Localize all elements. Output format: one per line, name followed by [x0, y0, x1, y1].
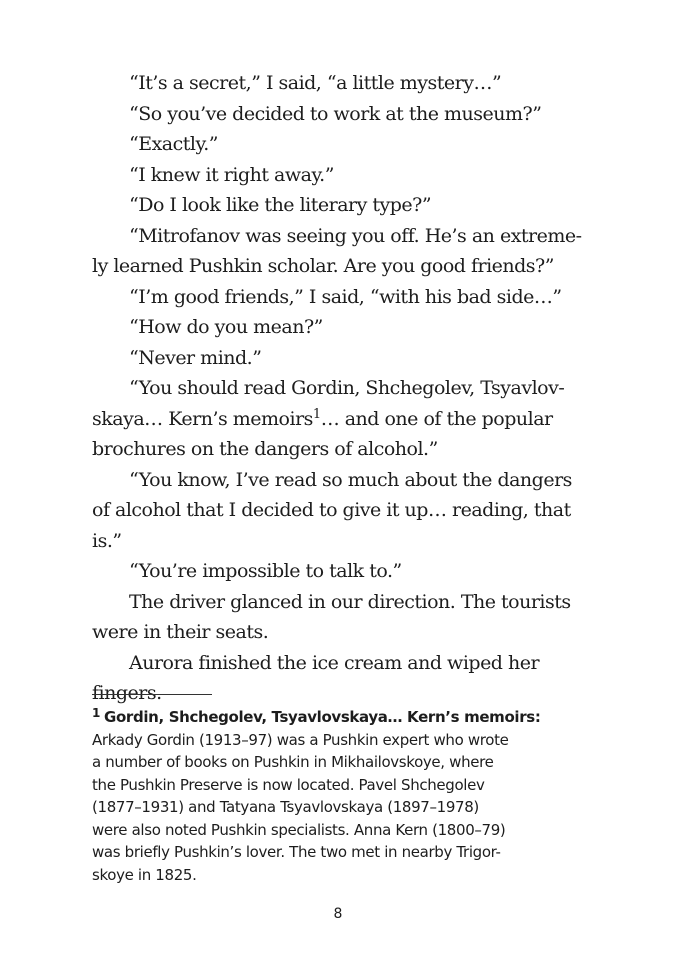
- paragraph-line: were in their seats.: [92, 621, 269, 643]
- footnote-reference[interactable]: 1: [312, 406, 321, 422]
- paragraph: “I knew it right away.”: [129, 163, 334, 186]
- paragraph-line: Aurora finished the ice cream and wiped her: [129, 651, 540, 674]
- paragraph-line: ly learned Pushkin scholar. Are you good friends?”: [92, 255, 554, 277]
- footnote-line: (1877–1931) and Tatyana Tsyavlovskaya (1897–1978): [92, 798, 479, 816]
- footnote-line: Arkady Gordin (1913–97) was a Pushkin expert who wrote: [92, 730, 509, 749]
- footnote-divider: [92, 694, 212, 695]
- paragraph-line: of alcohol that I decided to give it up… reading, that: [92, 499, 571, 521]
- paragraph: “Never mind.”: [129, 346, 262, 369]
- text-segment: … and one of the popular: [320, 407, 553, 430]
- paragraph: “It’s a secret,” I said, “a little mystery…”: [129, 72, 502, 94]
- paragraph-line: brochures on the dangers of alcohol.”: [92, 438, 438, 460]
- paragraph-line: “Mitrofanov was seeing you off. He’s an extreme-: [129, 224, 582, 247]
- page-number: 8: [333, 906, 343, 922]
- paragraph-line: fingers.: [92, 682, 162, 704]
- paragraph: “So you’ve decided to work at the museum?”: [129, 102, 542, 125]
- paragraph: “How do you mean?”: [129, 316, 323, 338]
- footnote-line: skoye in 1825.: [92, 865, 197, 884]
- footnote-heading: Gordin, Shchegolev, Tsyavlovskaya… Kern’s memoirs:: [104, 708, 541, 726]
- footnote-line: was briefly Pushkin’s lover. The two met in nearby Trigor-: [92, 843, 501, 861]
- paragraph-line: “You know, I’ve read so much about the dangers: [129, 468, 572, 491]
- footnote-heading-line: [92, 706, 584, 729]
- paragraph-line: “You should read Gordin, Shchegolev, Tsyavlov-: [129, 377, 565, 399]
- paragraph-line: The driver glanced in our direction. The tourists: [129, 590, 571, 613]
- footnote-line: the Pushkin Preserve is now located. Pavel Shchegolev: [92, 775, 485, 794]
- paragraph-line: is.”: [92, 529, 122, 552]
- footnote-number: 1: [92, 706, 100, 720]
- body-text: [92, 68, 582, 709]
- paragraph: “Do I look like the literary type?”: [129, 194, 432, 216]
- footnote: [92, 706, 584, 886]
- text-segment: skaya… Kern’s memoirs: [92, 407, 313, 430]
- footnote-line: were also noted Pushkin specialists. Anna Kern (1800–79): [92, 820, 506, 839]
- paragraph-line: [92, 404, 582, 435]
- footnote-line: a number of books on Pushkin in Mikhailovskoye, where: [92, 753, 494, 771]
- paragraph: “I’m good friends,” I said, “with his bad side…”: [129, 285, 562, 308]
- paragraph: “Exactly.”: [129, 133, 218, 155]
- paragraph: “You’re impossible to talk to.”: [129, 560, 402, 582]
